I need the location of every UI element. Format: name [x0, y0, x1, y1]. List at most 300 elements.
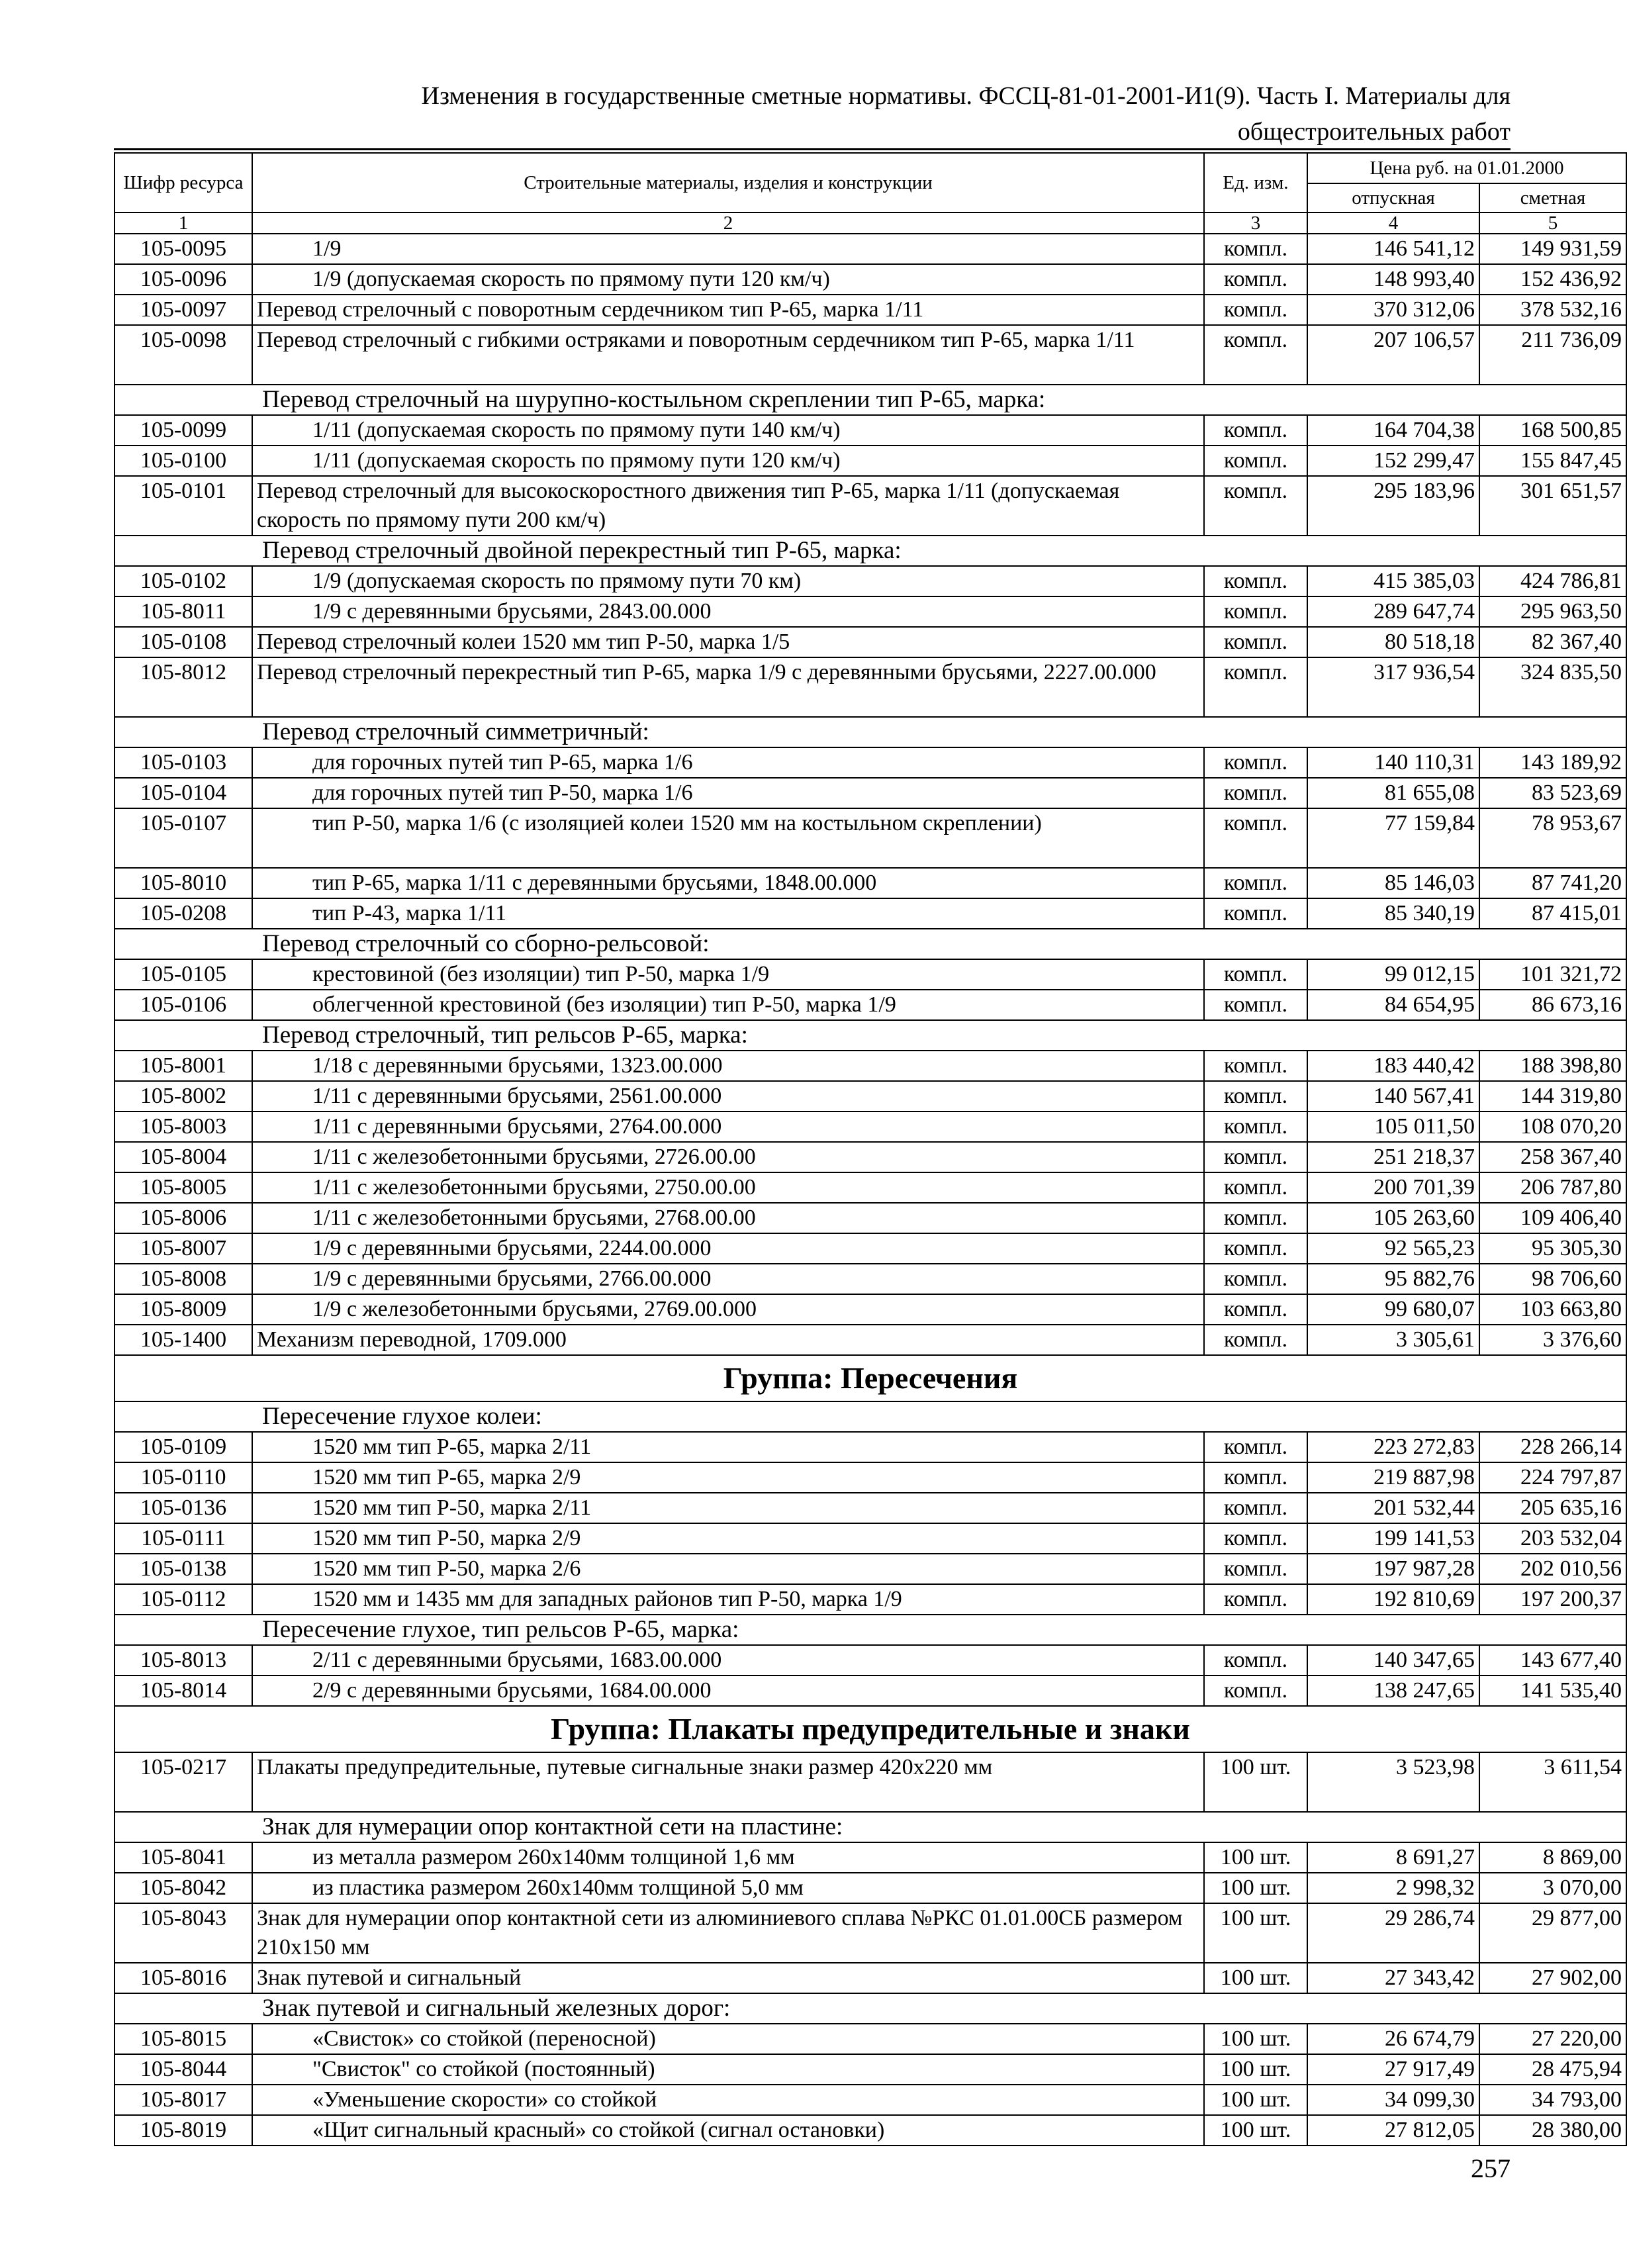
resource-code: 105-0098 [115, 325, 252, 385]
col-number: 1 [115, 213, 252, 234]
unit-cell: компл. [1204, 990, 1307, 1020]
resource-code: 105-8019 [115, 2115, 252, 2146]
material-name: Механизм переводной, 1709.000 [252, 1325, 1204, 1355]
unit-cell: компл. [1204, 959, 1307, 990]
release-price: 99 680,07 [1307, 1294, 1479, 1325]
resource-code: 105-0104 [115, 778, 252, 808]
unit-cell: компл. [1204, 1462, 1307, 1493]
unit-cell: 100 шт. [1204, 1752, 1307, 1812]
estimate-price: 109 406,40 [1479, 1203, 1626, 1233]
section-row [115, 385, 1626, 415]
release-price: 415 385,03 [1307, 566, 1479, 596]
table-row [115, 1111, 1626, 1142]
table-row [115, 1432, 1626, 1462]
table-row [115, 566, 1626, 596]
resource-code: 105-0110 [115, 1462, 252, 1493]
estimate-price: 87 741,20 [1479, 868, 1626, 898]
col-header-estimate: сметная [1479, 183, 1626, 213]
estimate-price: 101 321,72 [1479, 959, 1626, 990]
table-row [115, 1325, 1626, 1355]
section-row [115, 1812, 1626, 1842]
material-name: 1520 мм и 1435 мм для западных районов тип Р-50, марка 1/9 [252, 1584, 1204, 1615]
col-number: 3 [1204, 213, 1307, 234]
col-number: 4 [1307, 213, 1479, 234]
table-row [115, 1233, 1626, 1264]
table-row [115, 1842, 1626, 1873]
release-price: 95 882,76 [1307, 1264, 1479, 1294]
release-price: 85 146,03 [1307, 868, 1479, 898]
col-header-code: Шифр ресурса [115, 153, 252, 213]
section-heading: Перевод стрелочный, тип рельсов Р-65, марка: [115, 1020, 1626, 1051]
estimate-price: 103 663,80 [1479, 1294, 1626, 1325]
material-name: для горочных путей тип Р-50, марка 1/6 [252, 778, 1204, 808]
release-price: 85 340,19 [1307, 898, 1479, 929]
unit-cell: компл. [1204, 1432, 1307, 1462]
resource-code: 105-0095 [115, 234, 252, 264]
resource-code: 105-0108 [115, 627, 252, 657]
release-price: 92 565,23 [1307, 1233, 1479, 1264]
header-rule [114, 148, 1511, 150]
estimate-price: 82 367,40 [1479, 627, 1626, 657]
unit-cell: компл. [1204, 446, 1307, 476]
release-price: 140 567,41 [1307, 1081, 1479, 1111]
estimate-price: 155 847,45 [1479, 446, 1626, 476]
release-price: 34 099,30 [1307, 2085, 1479, 2115]
table-row [115, 959, 1626, 990]
material-name: Плакаты предупредительные, путевые сигнальные знаки размер 420х220 мм [252, 1752, 1204, 1812]
unit-cell: компл. [1204, 325, 1307, 385]
release-price: 105 011,50 [1307, 1111, 1479, 1142]
table-row [115, 1554, 1626, 1584]
table-row [115, 2054, 1626, 2085]
resource-code: 105-8001 [115, 1051, 252, 1081]
unit-cell: компл. [1204, 1676, 1307, 1706]
table-row [115, 1142, 1626, 1172]
group-row [115, 1355, 1626, 1401]
resource-code: 105-8042 [115, 1873, 252, 1903]
resource-code: 105-0136 [115, 1493, 252, 1523]
material-name: 1/11 с железобетонными брусьями, 2726.00.00 [252, 1142, 1204, 1172]
material-name: для горочных путей тип Р-65, марка 1/6 [252, 747, 1204, 778]
material-name: 1520 мм тип Р-65, марка 2/11 [252, 1432, 1204, 1462]
price-table [114, 152, 1627, 2146]
unit-cell: компл. [1204, 1264, 1307, 1294]
release-price: 3 305,61 [1307, 1325, 1479, 1355]
release-price: 317 936,54 [1307, 657, 1479, 717]
resource-code: 105-0106 [115, 990, 252, 1020]
material-name: 1/9 (допускаемая скорость по прямому пути 70 км) [252, 566, 1204, 596]
unit-cell: компл. [1204, 1325, 1307, 1355]
unit-cell: 100 шт. [1204, 2115, 1307, 2146]
release-price: 29 286,74 [1307, 1903, 1479, 1963]
material-name: 1/9 с деревянными брусьями, 2244.00.000 [252, 1233, 1204, 1264]
estimate-price: 202 010,56 [1479, 1554, 1626, 1584]
estimate-price: 301 651,57 [1479, 476, 1626, 536]
estimate-price: 108 070,20 [1479, 1111, 1626, 1142]
release-price: 289 647,74 [1307, 596, 1479, 627]
material-name: 2/9 с деревянными брусьями, 1684.00.000 [252, 1676, 1204, 1706]
unit-cell: 100 шт. [1204, 2085, 1307, 2115]
resource-code: 105-8009 [115, 1294, 252, 1325]
resource-code: 105-0103 [115, 747, 252, 778]
release-price: 138 247,65 [1307, 1676, 1479, 1706]
estimate-price: 258 367,40 [1479, 1142, 1626, 1172]
release-price: 8 691,27 [1307, 1842, 1479, 1873]
table-row [115, 1963, 1626, 1993]
release-price: 140 110,31 [1307, 747, 1479, 778]
material-name: 1/9 [252, 234, 1204, 264]
estimate-price: 324 835,50 [1479, 657, 1626, 717]
section-row [115, 536, 1626, 566]
table-row [115, 868, 1626, 898]
release-price: 295 183,96 [1307, 476, 1479, 536]
section-heading: Перевод стрелочный со сборно-рельсовой: [115, 929, 1626, 959]
resource-code: 105-8014 [115, 1676, 252, 1706]
table-row [115, 1081, 1626, 1111]
table-row [115, 778, 1626, 808]
section-heading: Перевод стрелочный на шурупно-костыльном скреплении тип Р-65, марка: [115, 385, 1626, 415]
material-name: 2/11 с деревянными брусьями, 1683.00.000 [252, 1645, 1204, 1676]
unit-cell: 100 шт. [1204, 1873, 1307, 1903]
resource-code: 105-8015 [115, 2024, 252, 2054]
col-header-release: отпускная [1307, 183, 1479, 213]
resource-code: 105-8043 [115, 1903, 252, 1963]
unit-cell: компл. [1204, 657, 1307, 717]
unit-cell: компл. [1204, 566, 1307, 596]
release-price: 27 343,42 [1307, 1963, 1479, 1993]
table-row [115, 657, 1626, 717]
estimate-price: 28 380,00 [1479, 2115, 1626, 2146]
estimate-price: 83 523,69 [1479, 778, 1626, 808]
section-row [115, 717, 1626, 747]
resource-code: 105-0097 [115, 295, 252, 325]
table-row [115, 1523, 1626, 1554]
estimate-price: 143 189,92 [1479, 747, 1626, 778]
section-heading: Пересечение глухое колеи: [115, 1401, 1626, 1432]
release-price: 81 655,08 [1307, 778, 1479, 808]
material-name: «Щит сигнальный красный» со стойкой (сигнал остановки) [252, 2115, 1204, 2146]
material-name: 1/11 с железобетонными брусьями, 2750.00.00 [252, 1172, 1204, 1203]
estimate-price: 206 787,80 [1479, 1172, 1626, 1203]
estimate-price: 424 786,81 [1479, 566, 1626, 596]
table-row [115, 234, 1626, 264]
estimate-price: 378 532,16 [1479, 295, 1626, 325]
estimate-price: 86 673,16 [1479, 990, 1626, 1020]
unit-cell: компл. [1204, 627, 1307, 657]
release-price: 207 106,57 [1307, 325, 1479, 385]
section-row [115, 1993, 1626, 2024]
release-price: 99 012,15 [1307, 959, 1479, 990]
table-row [115, 747, 1626, 778]
unit-cell: компл. [1204, 778, 1307, 808]
estimate-price: 34 793,00 [1479, 2085, 1626, 2115]
material-name: тип Р-65, марка 1/11 с деревянными брусьями, 1848.00.000 [252, 868, 1204, 898]
material-name: крестовиной (без изоляции) тип Р-50, марка 1/9 [252, 959, 1204, 990]
release-price: 201 532,44 [1307, 1493, 1479, 1523]
page-header [114, 78, 1511, 150]
resource-code: 105-8006 [115, 1203, 252, 1233]
release-price: 197 987,28 [1307, 1554, 1479, 1584]
resource-code: 105-8012 [115, 657, 252, 717]
table-row [115, 1294, 1626, 1325]
unit-cell: компл. [1204, 1111, 1307, 1142]
estimate-price: 3 611,54 [1479, 1752, 1626, 1812]
resource-code: 105-0109 [115, 1432, 252, 1462]
release-price: 370 312,06 [1307, 295, 1479, 325]
page-number: 257 [1471, 2153, 1511, 2183]
resource-code: 105-0101 [115, 476, 252, 536]
estimate-price: 211 736,09 [1479, 325, 1626, 385]
table-row [115, 1172, 1626, 1203]
resource-code: 105-0208 [115, 898, 252, 929]
estimate-price: 27 902,00 [1479, 1963, 1626, 1993]
estimate-price: 152 436,92 [1479, 264, 1626, 295]
unit-cell: компл. [1204, 868, 1307, 898]
unit-cell: компл. [1204, 1233, 1307, 1264]
estimate-price: 168 500,85 [1479, 415, 1626, 446]
resource-code: 105-8007 [115, 1233, 252, 1264]
estimate-price: 29 877,00 [1479, 1903, 1626, 1963]
estimate-price: 98 706,60 [1479, 1264, 1626, 1294]
unit-cell: компл. [1204, 1203, 1307, 1233]
resource-code: 105-8005 [115, 1172, 252, 1203]
estimate-price: 3 376,60 [1479, 1325, 1626, 1355]
table-row [115, 2024, 1626, 2054]
estimate-price: 78 953,67 [1479, 808, 1626, 868]
resource-code: 105-0105 [115, 959, 252, 990]
resource-code: 105-0099 [115, 415, 252, 446]
material-name: из металла размером 260х140мм толщиной 1,6 мм [252, 1842, 1204, 1873]
material-name: Перевод стрелочный колеи 1520 мм тип Р-50, марка 1/5 [252, 627, 1204, 657]
section-heading: Перевод стрелочный двойной перекрестный тип Р-65, марка: [115, 536, 1626, 566]
estimate-price: 87 415,01 [1479, 898, 1626, 929]
unit-cell: 100 шт. [1204, 2054, 1307, 2085]
unit-cell: компл. [1204, 596, 1307, 627]
resource-code: 105-8044 [115, 2054, 252, 2085]
unit-cell: компл. [1204, 1645, 1307, 1676]
table-row [115, 1676, 1626, 1706]
resource-code: 105-8011 [115, 596, 252, 627]
release-price: 80 518,18 [1307, 627, 1479, 657]
unit-cell: компл. [1204, 808, 1307, 868]
col-header-price: Цена руб. на 01.01.2000 [1307, 153, 1626, 183]
resource-code: 105-8008 [115, 1264, 252, 1294]
release-price: 146 541,12 [1307, 234, 1479, 264]
unit-cell: компл. [1204, 415, 1307, 446]
resource-code: 105-0112 [115, 1584, 252, 1615]
table-row [115, 1873, 1626, 1903]
table-row [115, 1584, 1626, 1615]
col-header-materials: Строительные материалы, изделия и конструкции [252, 153, 1204, 213]
col-header-unit: Ед. изм. [1204, 153, 1307, 213]
header-line-1: Изменения в государственные сметные нормативы. ФССЦ-81-01-2001-И1(9). Часть I. Материалы для [421, 82, 1511, 110]
resource-code: 105-1400 [115, 1325, 252, 1355]
release-price: 3 523,98 [1307, 1752, 1479, 1812]
unit-cell: компл. [1204, 1142, 1307, 1172]
unit-cell: компл. [1204, 1493, 1307, 1523]
material-name: 1/11 с железобетонными брусьями, 2768.00.00 [252, 1203, 1204, 1233]
table-row [115, 1903, 1626, 1963]
material-name: 1/11 (допускаемая скорость по прямому пути 120 км/ч) [252, 446, 1204, 476]
header-line-2: общестроительных работ [1237, 118, 1511, 146]
release-price: 84 654,95 [1307, 990, 1479, 1020]
estimate-price: 228 266,14 [1479, 1432, 1626, 1462]
material-name: 1/11 с деревянными брусьями, 2764.00.000 [252, 1111, 1204, 1142]
unit-cell: компл. [1204, 295, 1307, 325]
release-price: 199 141,53 [1307, 1523, 1479, 1554]
resource-code: 105-8003 [115, 1111, 252, 1142]
resource-code: 105-0111 [115, 1523, 252, 1554]
material-name: 1/11 с деревянными брусьями, 2561.00.000 [252, 1081, 1204, 1111]
estimate-price: 197 200,37 [1479, 1584, 1626, 1615]
release-price: 200 701,39 [1307, 1172, 1479, 1203]
material-name: 1520 мм тип Р-50, марка 2/6 [252, 1554, 1204, 1584]
material-name: Перевод стрелочный перекрестный тип Р-65, марка 1/9 с деревянными брусьями, 2227.00.000 [252, 657, 1204, 717]
table-row [115, 295, 1626, 325]
unit-cell: компл. [1204, 1051, 1307, 1081]
release-price: 251 218,37 [1307, 1142, 1479, 1172]
estimate-price: 295 963,50 [1479, 596, 1626, 627]
section-heading: Перевод стрелочный симметричный: [115, 717, 1626, 747]
table-body [115, 234, 1626, 2146]
col-number: 2 [252, 213, 1204, 234]
table-row [115, 1051, 1626, 1081]
estimate-price: 3 070,00 [1479, 1873, 1626, 1903]
resource-code: 105-8017 [115, 2085, 252, 2115]
material-name: «Уменьшение скорости» со стойкой [252, 2085, 1204, 2115]
resource-code: 105-0107 [115, 808, 252, 868]
unit-cell: 100 шт. [1204, 1963, 1307, 1993]
unit-cell: компл. [1204, 234, 1307, 264]
unit-cell: компл. [1204, 898, 1307, 929]
unit-cell: компл. [1204, 1294, 1307, 1325]
table-row [115, 476, 1626, 536]
estimate-price: 143 677,40 [1479, 1645, 1626, 1676]
release-price: 219 887,98 [1307, 1462, 1479, 1493]
group-heading: Группа: Плакаты предупредительные и знаки [115, 1706, 1626, 1752]
table-row [115, 2115, 1626, 2146]
col-number: 5 [1479, 213, 1626, 234]
release-price: 152 299,47 [1307, 446, 1479, 476]
table-row [115, 990, 1626, 1020]
section-heading: Знак для нумерации опор контактной сети на пластине: [115, 1812, 1626, 1842]
unit-cell: компл. [1204, 747, 1307, 778]
material-name: 1/9 с железобетонными брусьями, 2769.00.000 [252, 1294, 1204, 1325]
material-name: 1/11 (допускаемая скорость по прямому пути 140 км/ч) [252, 415, 1204, 446]
estimate-price: 28 475,94 [1479, 2054, 1626, 2085]
estimate-price: 149 931,59 [1479, 234, 1626, 264]
estimate-price: 95 305,30 [1479, 1233, 1626, 1264]
resource-code: 105-8013 [115, 1645, 252, 1676]
unit-cell: компл. [1204, 1081, 1307, 1111]
section-row [115, 929, 1626, 959]
table-row [115, 898, 1626, 929]
estimate-price: 188 398,80 [1479, 1051, 1626, 1081]
release-price: 105 263,60 [1307, 1203, 1479, 1233]
table-row [115, 415, 1626, 446]
release-price: 27 812,05 [1307, 2115, 1479, 2146]
resource-code: 105-0100 [115, 446, 252, 476]
estimate-price: 205 635,16 [1479, 1493, 1626, 1523]
material-name: 1/9 с деревянными брусьями, 2766.00.000 [252, 1264, 1204, 1294]
resource-code: 105-0102 [115, 566, 252, 596]
material-name: тип Р-50, марка 1/6 (с изоляцией колеи 1520 мм на костыльном скреплении) [252, 808, 1204, 868]
material-name: облегченной крестовиной (без изоляции) тип Р-50, марка 1/9 [252, 990, 1204, 1020]
unit-cell: компл. [1204, 1172, 1307, 1203]
unit-cell: компл. [1204, 264, 1307, 295]
table-row [115, 808, 1626, 868]
release-price: 140 347,65 [1307, 1645, 1479, 1676]
unit-cell: компл. [1204, 1523, 1307, 1554]
material-name: 1/18 с деревянными брусьями, 1323.00.000 [252, 1051, 1204, 1081]
unit-cell: компл. [1204, 476, 1307, 536]
estimate-price: 141 535,40 [1479, 1676, 1626, 1706]
resource-code: 105-8041 [115, 1842, 252, 1873]
estimate-price: 27 220,00 [1479, 2024, 1626, 2054]
release-price: 183 440,42 [1307, 1051, 1479, 1081]
section-heading: Знак путевой и сигнальный железных дорог: [115, 1993, 1626, 2024]
material-name: 1520 мм тип Р-50, марка 2/9 [252, 1523, 1204, 1554]
material-name: Перевод стрелочный с гибкими остряками и поворотным сердечником тип Р-65, марка 1/11 [252, 325, 1204, 385]
unit-cell: 100 шт. [1204, 2024, 1307, 2054]
release-price: 164 704,38 [1307, 415, 1479, 446]
group-heading: Группа: Пересечения [115, 1355, 1626, 1401]
table-row [115, 1752, 1626, 1812]
unit-cell: компл. [1204, 1584, 1307, 1615]
material-name: "Свисток" со стойкой (постоянный) [252, 2054, 1204, 2085]
table-row [115, 1462, 1626, 1493]
table-row [115, 2085, 1626, 2115]
table-row [115, 1493, 1626, 1523]
group-row [115, 1706, 1626, 1752]
section-row [115, 1020, 1626, 1051]
table-row [115, 264, 1626, 295]
material-name: 1/9 с деревянными брусьями, 2843.00.000 [252, 596, 1204, 627]
section-heading: Пересечение глухое, тип рельсов Р-65, марка: [115, 1615, 1626, 1645]
table-row [115, 446, 1626, 476]
material-name: 1/9 (допускаемая скорость по прямому пути 120 км/ч) [252, 264, 1204, 295]
resource-code: 105-8002 [115, 1081, 252, 1111]
material-name: «Свисток» со стойкой (переносной) [252, 2024, 1204, 2054]
table-row [115, 596, 1626, 627]
material-name: Знак путевой и сигнальный [252, 1963, 1204, 1993]
resource-code: 105-0096 [115, 264, 252, 295]
release-price: 26 674,79 [1307, 2024, 1479, 2054]
unit-cell: 100 шт. [1204, 1903, 1307, 1963]
release-price: 223 272,83 [1307, 1432, 1479, 1462]
material-name: Перевод стрелочный для высокоскоростного движения тип Р-65, марка 1/11 (допускаемая скорость по прямому пути 200 км/ч) [252, 476, 1204, 536]
section-row [115, 1401, 1626, 1432]
material-name: из пластика размером 260х140мм толщиной 5,0 мм [252, 1873, 1204, 1903]
resource-code: 105-0217 [115, 1752, 252, 1812]
resource-code: 105-8016 [115, 1963, 252, 1993]
estimate-price: 224 797,87 [1479, 1462, 1626, 1493]
material-name: Знак для нумерации опор контактной сети из алюминиевого сплава №РКС 01.01.00СБ размером 210х150 мм [252, 1903, 1204, 1963]
material-name: 1520 мм тип Р-50, марка 2/11 [252, 1493, 1204, 1523]
resource-code: 105-8004 [115, 1142, 252, 1172]
release-price: 77 159,84 [1307, 808, 1479, 868]
release-price: 192 810,69 [1307, 1584, 1479, 1615]
estimate-price: 144 319,80 [1479, 1081, 1626, 1111]
section-row [115, 1615, 1626, 1645]
material-name: Перевод стрелочный с поворотным сердечником тип Р-65, марка 1/11 [252, 295, 1204, 325]
table-row [115, 1645, 1626, 1676]
unit-cell: 100 шт. [1204, 1842, 1307, 1873]
material-name: 1520 мм тип Р-65, марка 2/9 [252, 1462, 1204, 1493]
resource-code: 105-8010 [115, 868, 252, 898]
estimate-price: 203 532,04 [1479, 1523, 1626, 1554]
resource-code: 105-0138 [115, 1554, 252, 1584]
